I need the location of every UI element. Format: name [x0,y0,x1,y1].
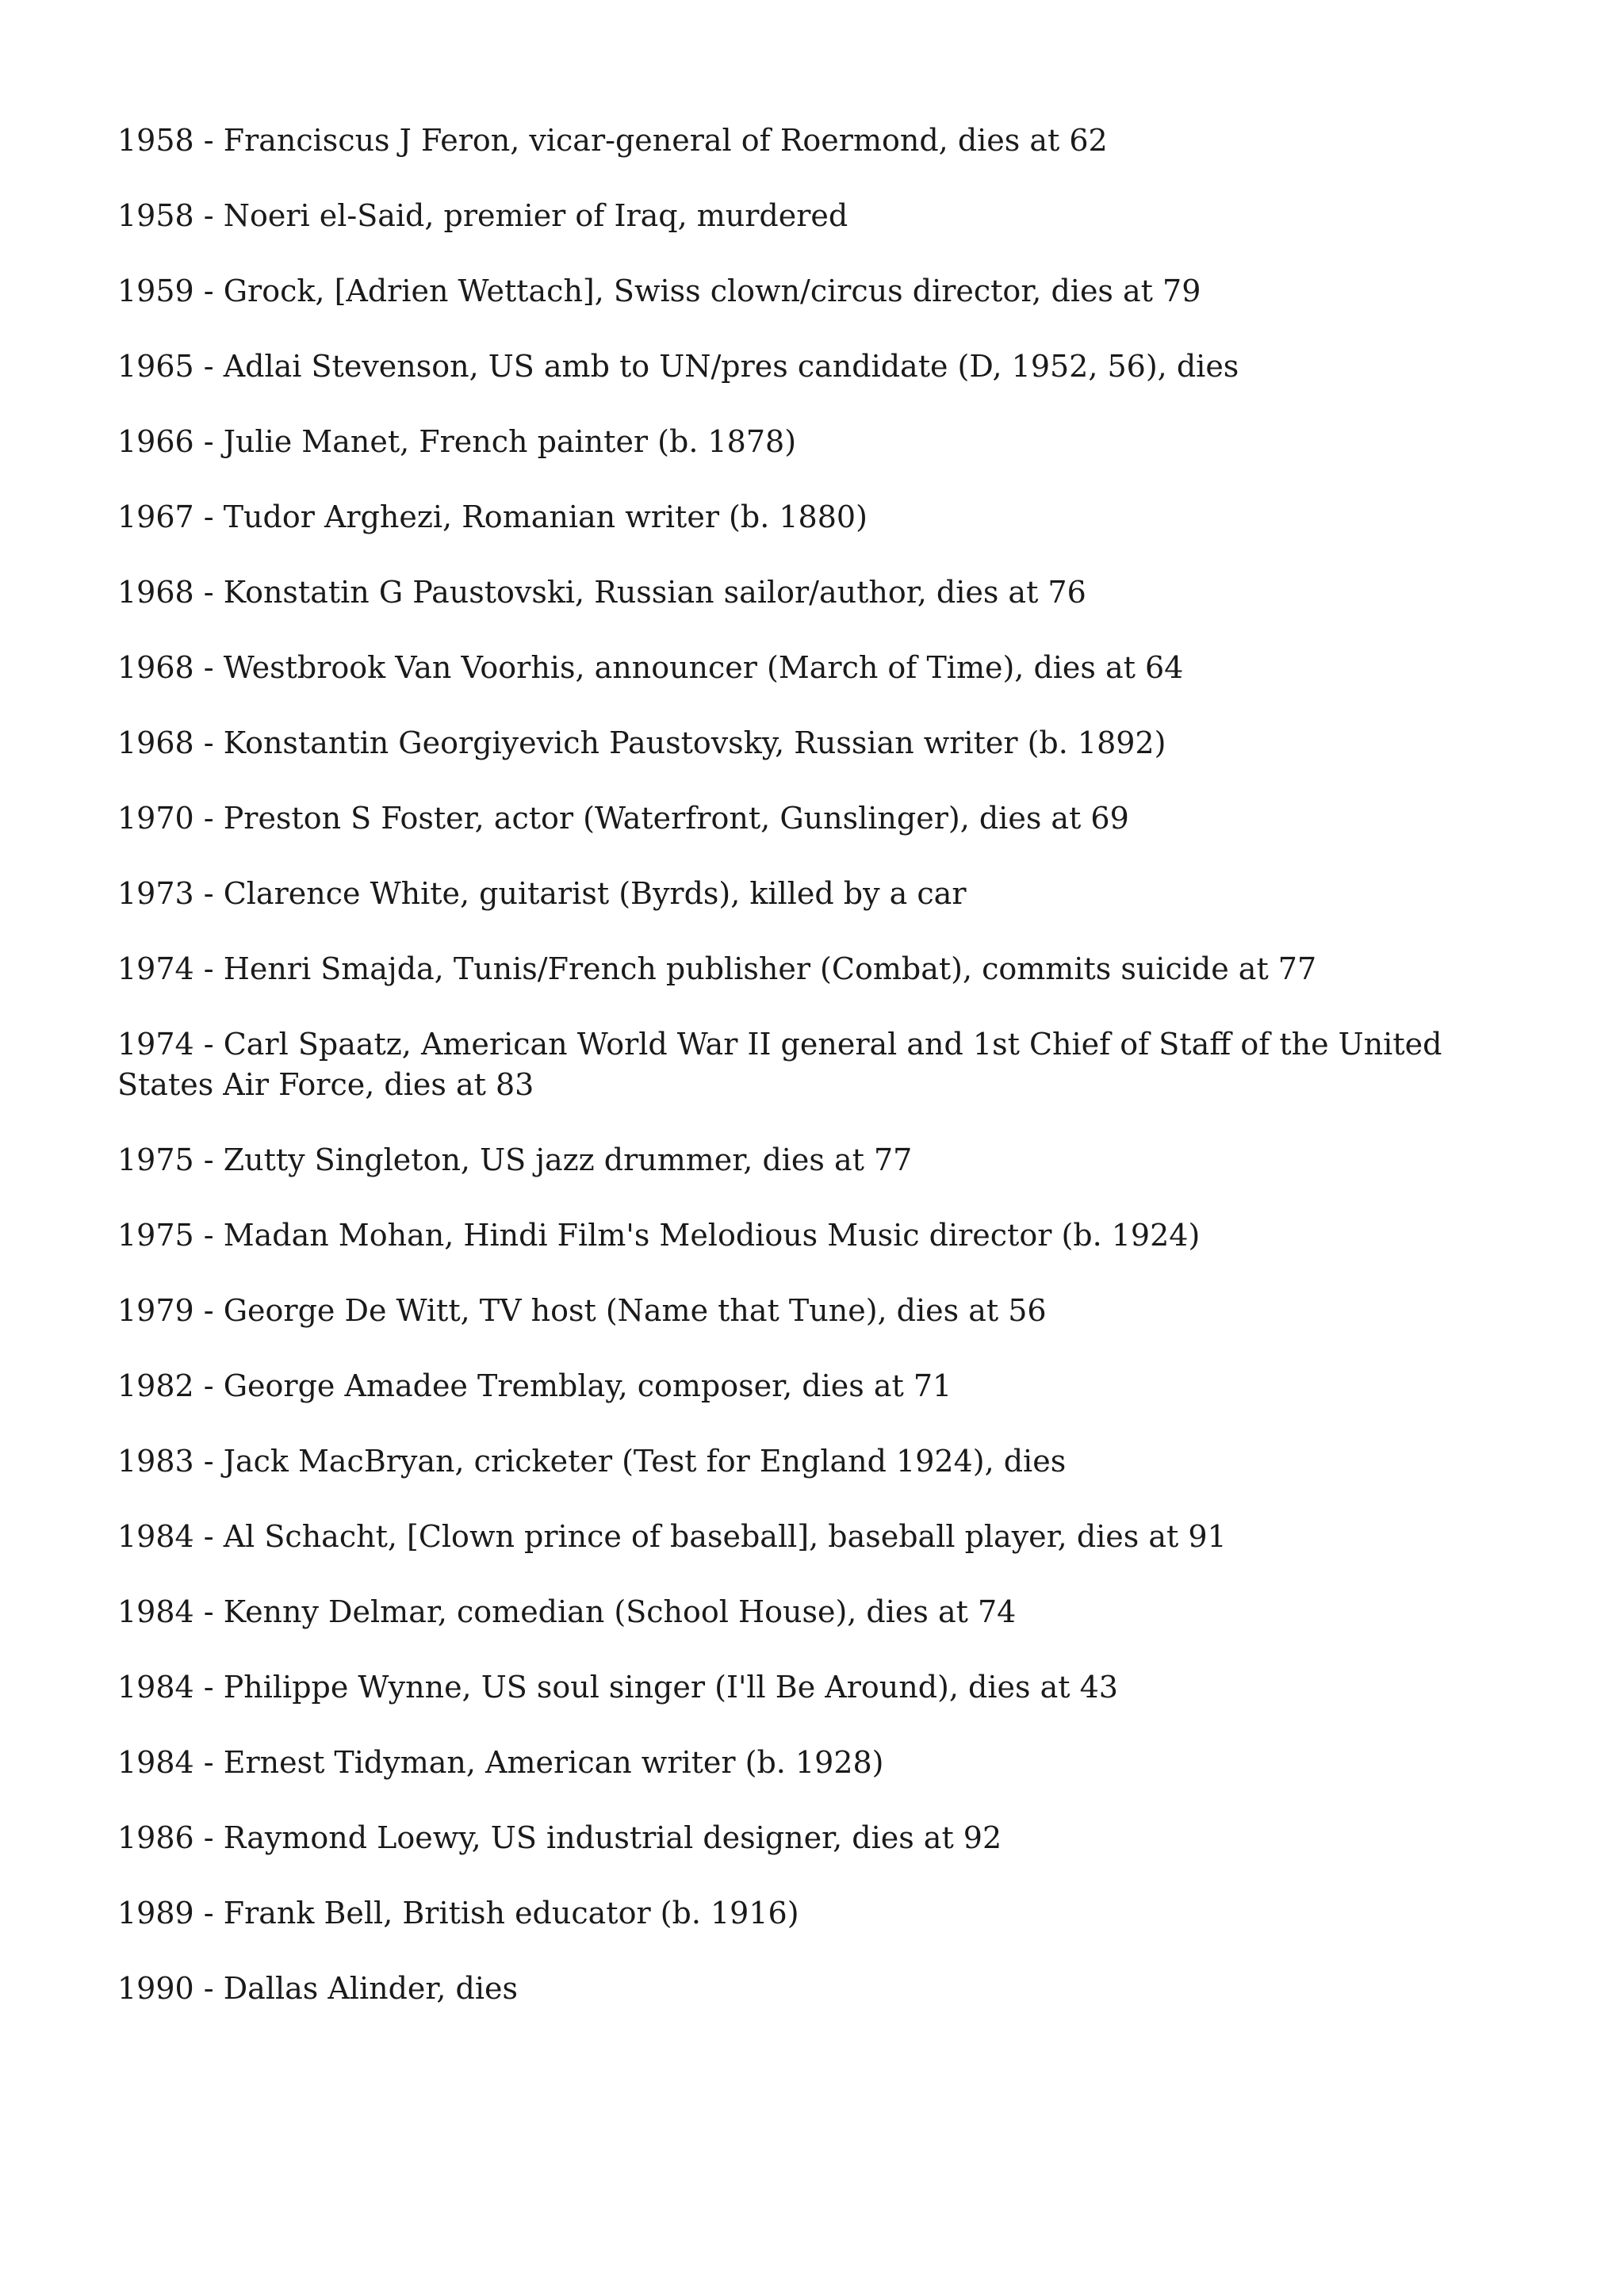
entry-1968-paustovsky: 1968 - Konstantin Georgiyevich Paustovsky, Russian writer (b. 1892) [117,725,1166,760]
entry-1970-foster: 1970 - Preston S Foster, actor (Waterfront, Gunslinger), dies at 69 [117,801,1129,836]
entry-1958-el-said: 1958 - Noeri el-Said, premier of Iraq, murdered [117,198,848,233]
entry-1975-singleton: 1975 - Zutty Singleton, US jazz drummer, dies at 77 [117,1142,913,1177]
entry-1975-mohan: 1975 - Madan Mohan, Hindi Film's Melodious Music director (b. 1924) [117,1218,1201,1253]
entry-1986-loewy: 1986 - Raymond Loewy, US industrial designer, dies at 92 [117,1820,1002,1855]
entry-1979-de-witt: 1979 - George De Witt, TV host (Name that Tune), dies at 56 [117,1293,1047,1328]
entry-1984-delmar: 1984 - Kenny Delmar, comedian (School House), dies at 74 [117,1594,1017,1629]
entry-1959-grock: 1959 - Grock, [Adrien Wettach], Swiss clown/circus director, dies at 79 [117,274,1201,308]
entry-1974-spaatz: 1974 - Carl Spaatz, American World War II general and 1st Chief of Staff of the United States Air Force, dies at 83 [117,1027,1442,1102]
entry-1984-tidyman: 1984 - Ernest Tidyman, American writer (b. 1928) [117,1745,884,1780]
entry-1989-bell: 1989 - Frank Bell, British educator (b. 1916) [117,1896,799,1931]
entry-1968-paustovski: 1968 - Konstatin G Paustovski, Russian sailor/author, dies at 76 [117,575,1086,610]
entry-1966-manet: 1966 - Julie Manet, French painter (b. 1878) [117,424,797,459]
entry-1984-wynne: 1984 - Philippe Wynne, US soul singer (I'll Be Around), dies at 43 [117,1670,1118,1705]
entry-1974-smajda: 1974 - Henri Smajda, Tunis/French publisher (Combat), commits suicide at 77 [117,951,1317,986]
entry-1973-white: 1973 - Clarence White, guitarist (Byrds), killed by a car [117,876,967,911]
entry-1968-van-voorhis: 1968 - Westbrook Van Voorhis, announcer (March of Time), dies at 64 [117,650,1184,685]
entry-1967-arghezi: 1967 - Tudor Arghezi, Romanian writer (b. 1880) [117,499,868,534]
entry-1982-tremblay: 1982 - George Amadee Tremblay, composer, dies at 71 [117,1368,952,1403]
document-page [117,121,1481,2044]
entry-1965-stevenson: 1965 - Adlai Stevenson, US amb to UN/pres candidate (D, 1952, 56), dies [117,349,1239,384]
entry-1958-feron: 1958 - Franciscus J Feron, vicar-general of Roermond, dies at 62 [117,123,1108,158]
entry-1990-alinder: 1990 - Dallas Alinder, dies [117,1971,519,2006]
entry-1983-macbryan: 1983 - Jack MacBryan, cricketer (Test for England 1924), dies [117,1444,1067,1479]
entry-1984-schacht: 1984 - Al Schacht, [Clown prince of baseball], baseball player, dies at 91 [117,1519,1227,1554]
